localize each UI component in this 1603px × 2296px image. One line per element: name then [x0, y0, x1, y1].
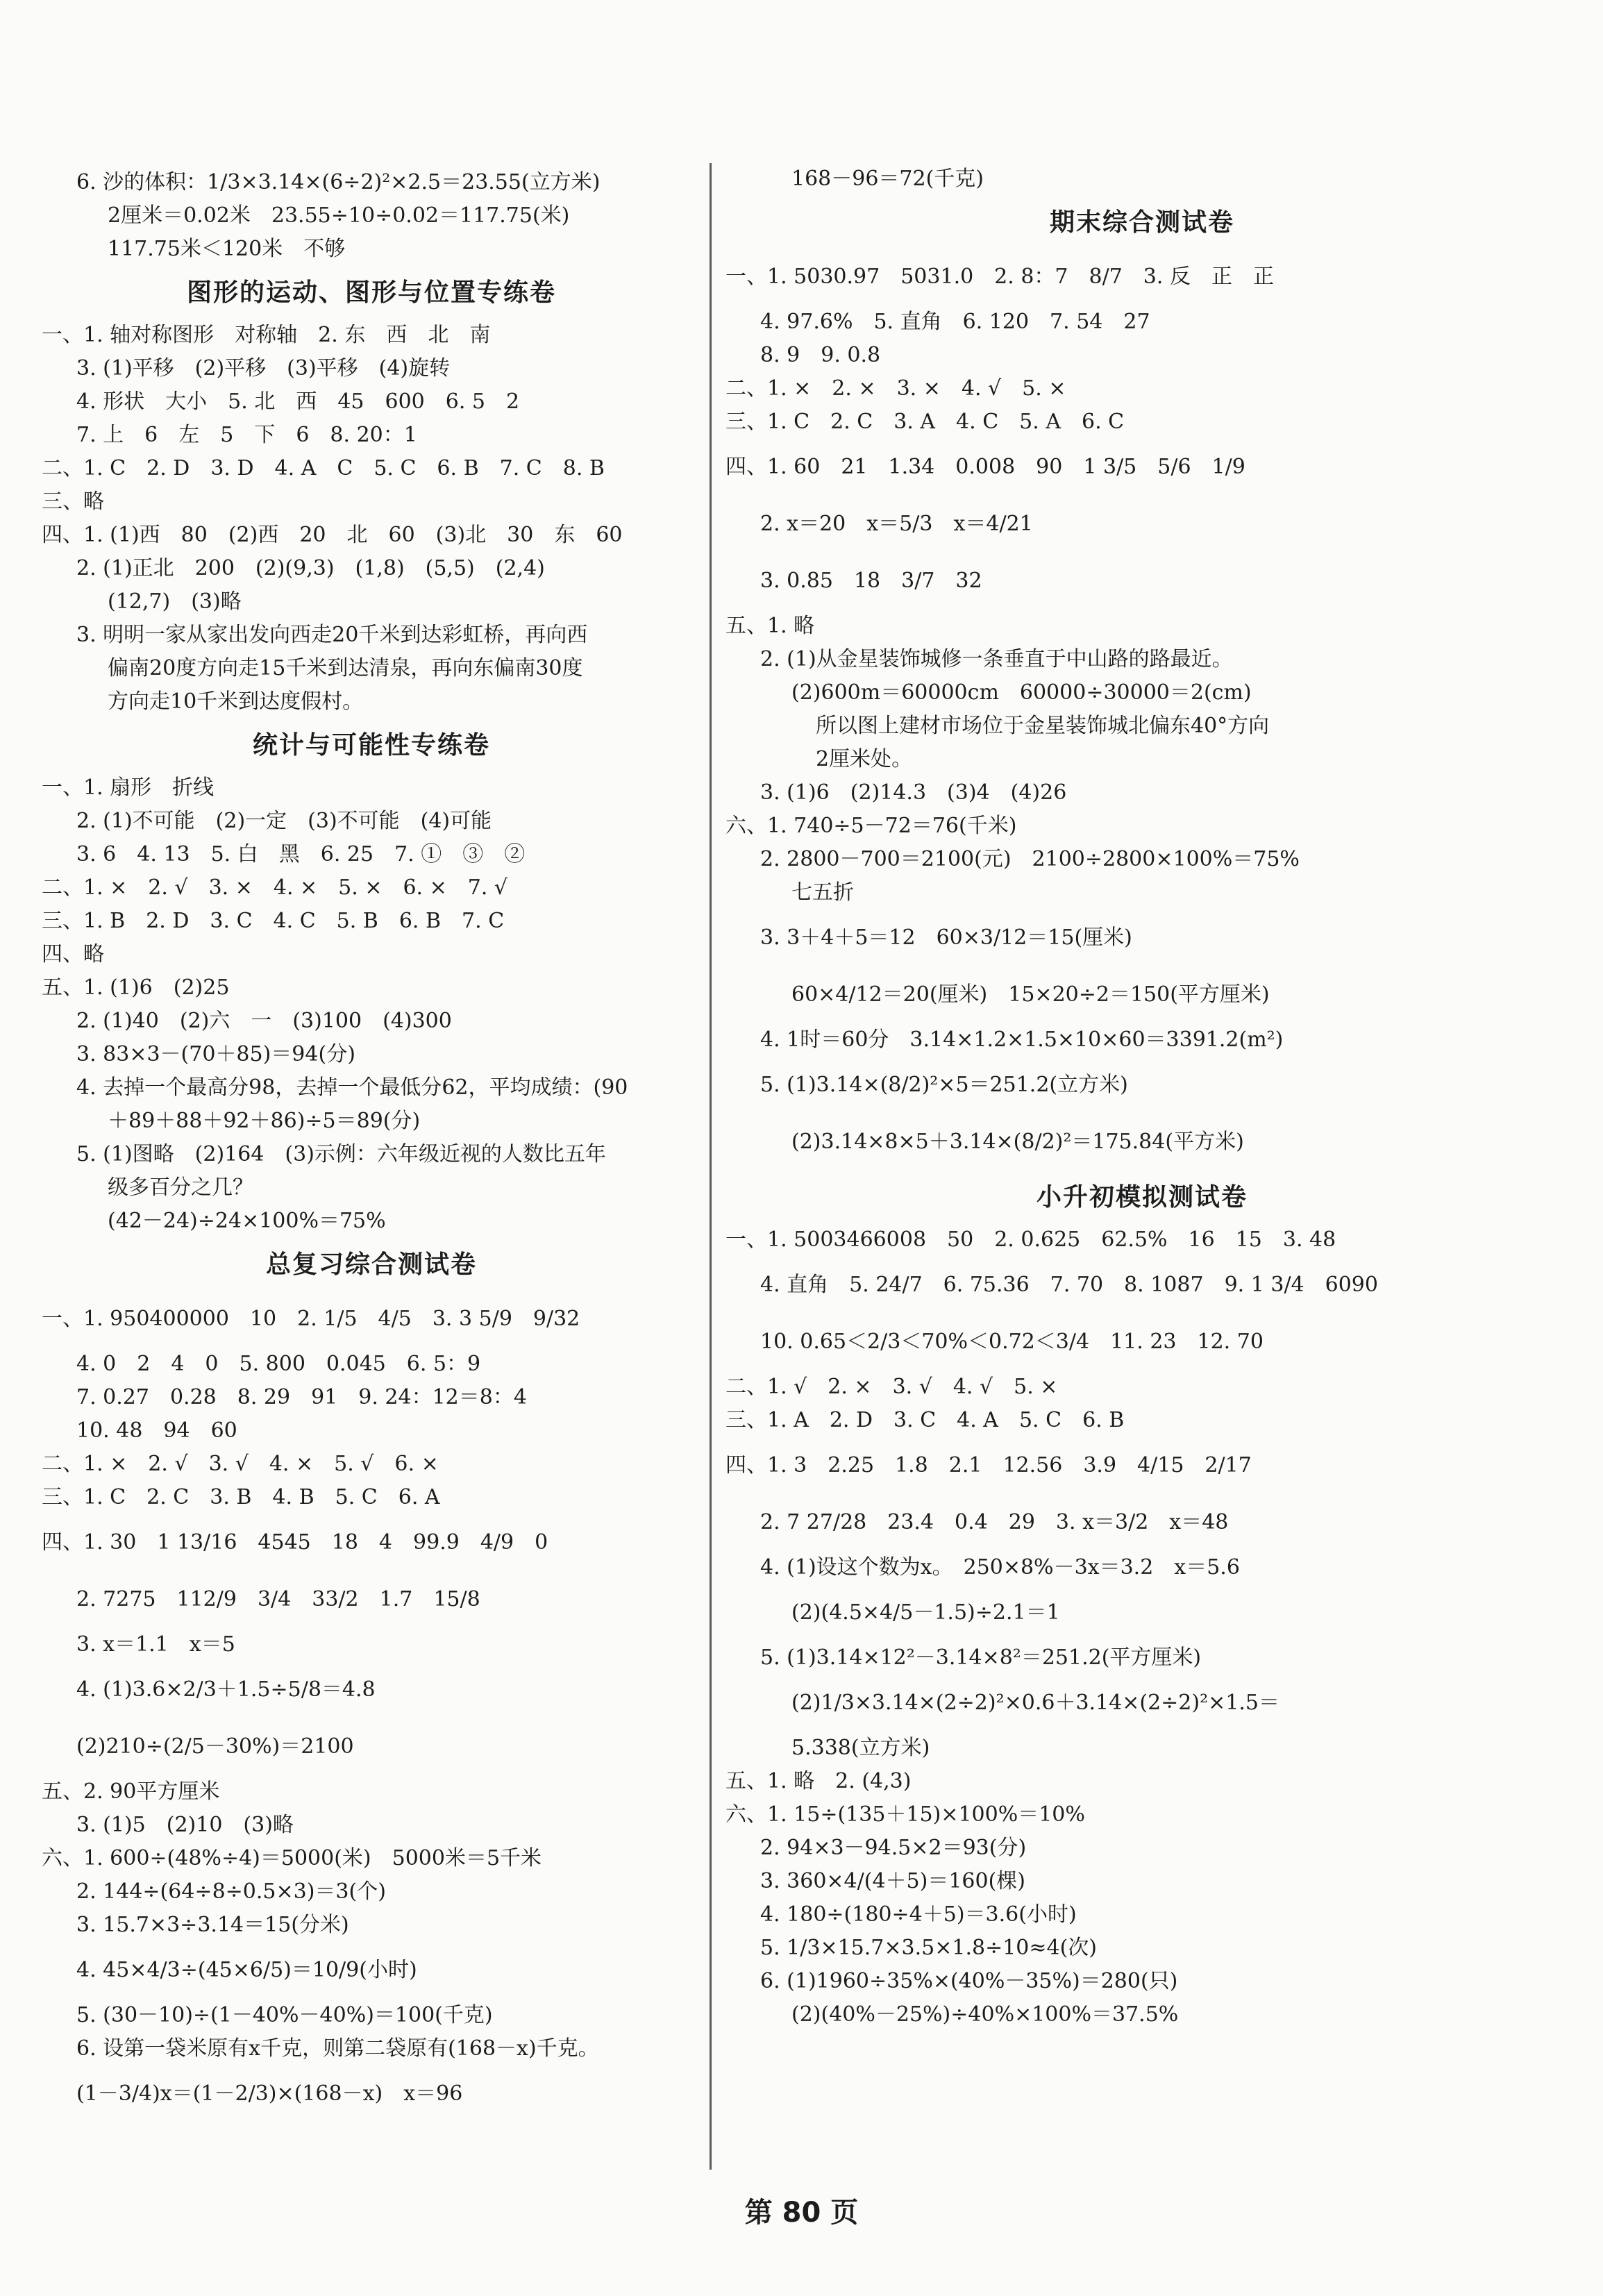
answer-line: ＋89＋88＋92＋86)÷5＝89(分) [108, 1109, 421, 1133]
answer-line: (2)1/3×3.14×(2÷2)²×0.6＋3.14×(2÷2)²×1.5＝ [791, 1691, 1279, 1715]
answer-line: 2厘米处。 [816, 747, 913, 771]
answer-line: 二、1. √ 2. × 3. √ 4. √ 5. × [725, 1375, 1058, 1399]
answer-line: 6. 设第一袋米原有x千克，则第二袋原有(168－x)千克。 [76, 2036, 599, 2061]
answer-line: 偏南20度方向走15千米到达清泉，再向东偏南30度 [108, 656, 583, 680]
answer-line: 10. 48 94 60 [76, 1418, 237, 1443]
answer-line: 三、1. B 2. D 3. C 4. C 5. B 6. B 7. C [42, 909, 505, 933]
answer-line: 一、1. 950400000 10 2. 1/5 4/5 3. 3 5/9 9/32 [42, 1307, 580, 1331]
answer-line: 60×4/12＝20(厘米) 15×20÷2＝150(平方厘米) [791, 982, 1270, 1007]
answer-line: 2. 94×3－94.5×2＝93(分) [760, 1836, 1027, 1860]
answer-line: 2. (1)40 (2)六 一 (3)100 (4)300 [76, 1009, 452, 1033]
answer-line: (1－3/4)x＝(1－2/3)×(168－x) x＝96 [76, 2081, 463, 2106]
answer-line: 4. 45×4/3÷(45×6/5)＝10/9(小时) [76, 1958, 417, 1982]
answer-line: 三、1. A 2. D 3. C 4. A 5. C 6. B [725, 1408, 1125, 1432]
answer-line: 2厘米＝0.02米 23.55÷10÷0.02＝117.75(米) [108, 203, 570, 228]
answer-line: 5. (1)图略 (2)164 (3)示例：六年级近视的人数比五年 [76, 1142, 606, 1166]
answer-line: 三、1. C 2. C 3. A 4. C 5. A 6. C [725, 410, 1125, 434]
answer-line: (2)210÷(2/5－30%)＝2100 [76, 1734, 354, 1759]
answer-line: 四、1. 3 2.25 1.8 2.1 12.56 3.9 4/15 2/17 [725, 1453, 1252, 1477]
answer-line: 五、1. 略 2. (4,3) [725, 1769, 912, 1793]
answer-line: 级多百分之几？ [108, 1175, 253, 1200]
answer-line: 一、1. 轴对称图形 对称轴 2. 东 西 北 南 [42, 323, 491, 347]
answer-line: 2. 2800－700＝2100(元) 2100÷2800×100%＝75% [760, 847, 1300, 871]
answer-line: 10. 0.65＜2/3＜70%＜0.72＜3/4 11. 23 12. 70 [760, 1330, 1264, 1354]
answer-line: 一、1. 扇形 折线 [42, 776, 215, 800]
answer-line: 117.75米＜120米 不够 [108, 237, 346, 261]
section-title: 总复习综合测试卷 [265, 1250, 477, 1279]
answer-line: 所以图上建材市场位于金星装饰城北偏东40°方向 [816, 714, 1270, 738]
answer-line: 四、1. 60 21 1.34 0.008 90 1 3/5 5/6 1/9 [725, 455, 1245, 479]
answer-line: 一、1. 5030.97 5031.0 2. 8：7 8/7 3. 反 正 正 [725, 265, 1274, 289]
section-title: 统计与可能性专练卷 [252, 731, 490, 760]
answer-line: 168－96＝72(千克) [791, 167, 984, 191]
answer-line: 三、1. C 2. C 3. B 4. B 5. C 6. A [42, 1485, 440, 1509]
answer-line: 3. (1)平移 (2)平移 (3)平移 (4)旋转 [76, 356, 451, 380]
section-title: 图形的运动、图形与位置专练卷 [186, 278, 556, 307]
answer-line: 六、1. 600÷(48%÷4)＝5000(米) 5000米＝5千米 [42, 1846, 542, 1870]
answer-line: (42－24)÷24×100%＝75% [108, 1209, 386, 1233]
answer-line: (2)3.14×8×5＋3.14×(8/2)²＝175.84(平方米) [791, 1130, 1244, 1154]
answer-line: 3. 3＋4＋5＝12 60×3/12＝15(厘米) [760, 925, 1132, 950]
answer-line: 六、1. 740÷5－72＝76(千米) [725, 814, 1017, 838]
answer-line: 3. 明明一家从家出发向西走20千米到达彩虹桥，再向西 [76, 623, 588, 647]
answer-line: 五、2. 90平方厘米 [42, 1779, 220, 1804]
left-column [42, 167, 701, 2123]
answer-line: 一、1. 5003466008 50 2. 0.625 62.5% 16 15 3. 48 [725, 1227, 1336, 1252]
answer-line: 四、略 [42, 942, 104, 966]
answer-line: 3. (1)5 (2)10 (3)略 [76, 1813, 294, 1837]
answer-line: 2. 7275 112/9 3/4 33/2 1.7 15/8 [76, 1587, 480, 1611]
answer-line: 4. 97.6% 5. 直角 6. 120 7. 54 27 [760, 310, 1150, 334]
answer-line: 2. (1)从金星装饰城修一条垂直于中山路的路最近。 [760, 647, 1233, 671]
answer-line: 4. 直角 5. 24/7 6. 75.36 7. 70 8. 1087 9. 1 3/4 6090 [760, 1273, 1378, 1297]
answer-line: 2. (1)正北 200 (2)(9,3) (1,8) (5,5) (2,4) [76, 556, 545, 580]
answer-line: 二、1. × 2. √ 3. × 4. × 5. × 6. × 7. √ [42, 875, 508, 900]
answer-line: 方向走10千米到达度假村。 [108, 689, 364, 714]
answer-line: 7. 上 6 左 5 下 6 8. 20：1 [76, 423, 417, 447]
answer-line: 四、1. 30 1 13/16 4545 18 4 99.9 4/9 0 [42, 1530, 548, 1555]
answer-line: 4. 去掉一个最高分98，去掉一个最低分62，平均成绩：(90 [76, 1075, 628, 1100]
answer-line: 3. 0.85 18 3/7 32 [760, 569, 982, 593]
section-title: 期末综合测试卷 [1049, 208, 1234, 237]
answer-line: 3. 15.7×3÷3.14＝15(分米) [76, 1913, 349, 1937]
answer-line: 5.338(立方米) [791, 1736, 930, 1760]
answer-line: 3. (1)6 (2)14.3 (3)4 (4)26 [760, 780, 1067, 805]
answer-line: 5. (1)3.14×(8/2)²×5＝251.2(立方米) [760, 1073, 1128, 1097]
answer-line: 二、1. × 2. × 3. × 4. √ 5. × [725, 376, 1066, 401]
answer-line: 2. 7 27/28 23.4 0.4 29 3. x＝3/2 x＝48 [760, 1510, 1229, 1534]
answer-line: 七五折 [791, 880, 854, 905]
answer-line: 4. 形状 大小 5. 北 西 45 600 6. 5 2 [76, 389, 520, 414]
answer-line: 3. 83×3－(70＋85)＝94(分) [76, 1042, 355, 1066]
answer-line: 五、1. (1)6 (2)25 [42, 975, 230, 1000]
answer-line: 二、1. × 2. √ 3. √ 4. × 5. √ 6. × [42, 1452, 439, 1476]
answer-line: 2. (1)不可能 (2)一定 (3)不可能 (4)可能 [76, 809, 492, 833]
page-number: 第 80 页 [744, 2197, 859, 2229]
answer-line: 五、1. 略 [725, 614, 815, 638]
answer-line: 六、1. 15÷(135＋15)×100%＝10% [725, 1802, 1085, 1827]
answer-line: (12,7) (3)略 [108, 589, 242, 614]
answer-line: 四、1. (1)西 80 (2)西 20 北 60 (3)北 30 东 60 [42, 523, 623, 547]
answer-line: 4. (1)设这个数为x。 250×8%－3x＝3.2 x＝5.6 [760, 1555, 1240, 1579]
column-divider [710, 163, 712, 2170]
answer-line: 2. 144÷(64÷8÷0.5×3)＝3(个) [76, 1879, 386, 1904]
answer-line: 3. 360×4/(4＋5)＝160(棵) [760, 1869, 1026, 1893]
answer-line: 5. (30－10)÷(1－40%－40%)＝100(千克) [76, 2003, 493, 2027]
answer-line: 5. (1)3.14×12²－3.14×8²＝251.2(平方厘米) [760, 1645, 1202, 1670]
answer-line: 6. 沙的体积：1/3×3.14×(6÷2)²×2.5＝23.55(立方米) [76, 170, 601, 194]
answer-line: 二、1. C 2. D 3. D 4. A C 5. C 6. B 7. C 8. B [42, 456, 605, 480]
answer-line: (2)600m＝60000cm 60000÷30000＝2(cm) [791, 680, 1252, 705]
answer-line: (2)(40%－25%)÷40%×100%＝37.5% [791, 2002, 1179, 2027]
right-column [725, 163, 1559, 2032]
answer-line: 3. x＝1.1 x＝5 [76, 1632, 235, 1657]
answer-line: 8. 9 9. 0.8 [760, 343, 881, 367]
answer-line: (2)(4.5×4/5－1.5)÷2.1＝1 [791, 1600, 1060, 1625]
answer-line: 2. x＝20 x＝5/3 x＝4/21 [760, 512, 1033, 536]
answer-line: 4. (1)3.6×2/3＋1.5÷5/8＝4.8 [76, 1677, 376, 1702]
answer-line: 6. (1)1960÷35%×(40%－35%)＝280(只) [760, 1969, 1178, 1993]
answer-line: 7. 0.27 0.28 8. 29 91 9. 24：12＝8：4 [76, 1385, 527, 1409]
section-title: 小升初模拟测试卷 [1036, 1183, 1248, 1212]
answer-line: 4. 1时＝60分 3.14×1.2×1.5×10×60＝3391.2(m²) [760, 1028, 1284, 1052]
answer-line: 4. 180÷(180÷4＋5)＝3.6(小时) [760, 1902, 1077, 1927]
answer-line: 5. 1/3×15.7×3.5×1.8÷10≈4(次) [760, 1936, 1098, 1960]
answer-line: 3. 6 4. 13 5. 白 黑 6. 25 7. ① ③ ② [76, 842, 526, 866]
answer-line: 4. 0 2 4 0 5. 800 0.045 6. 5：9 [76, 1352, 481, 1376]
answer-line: 三、略 [42, 489, 104, 514]
